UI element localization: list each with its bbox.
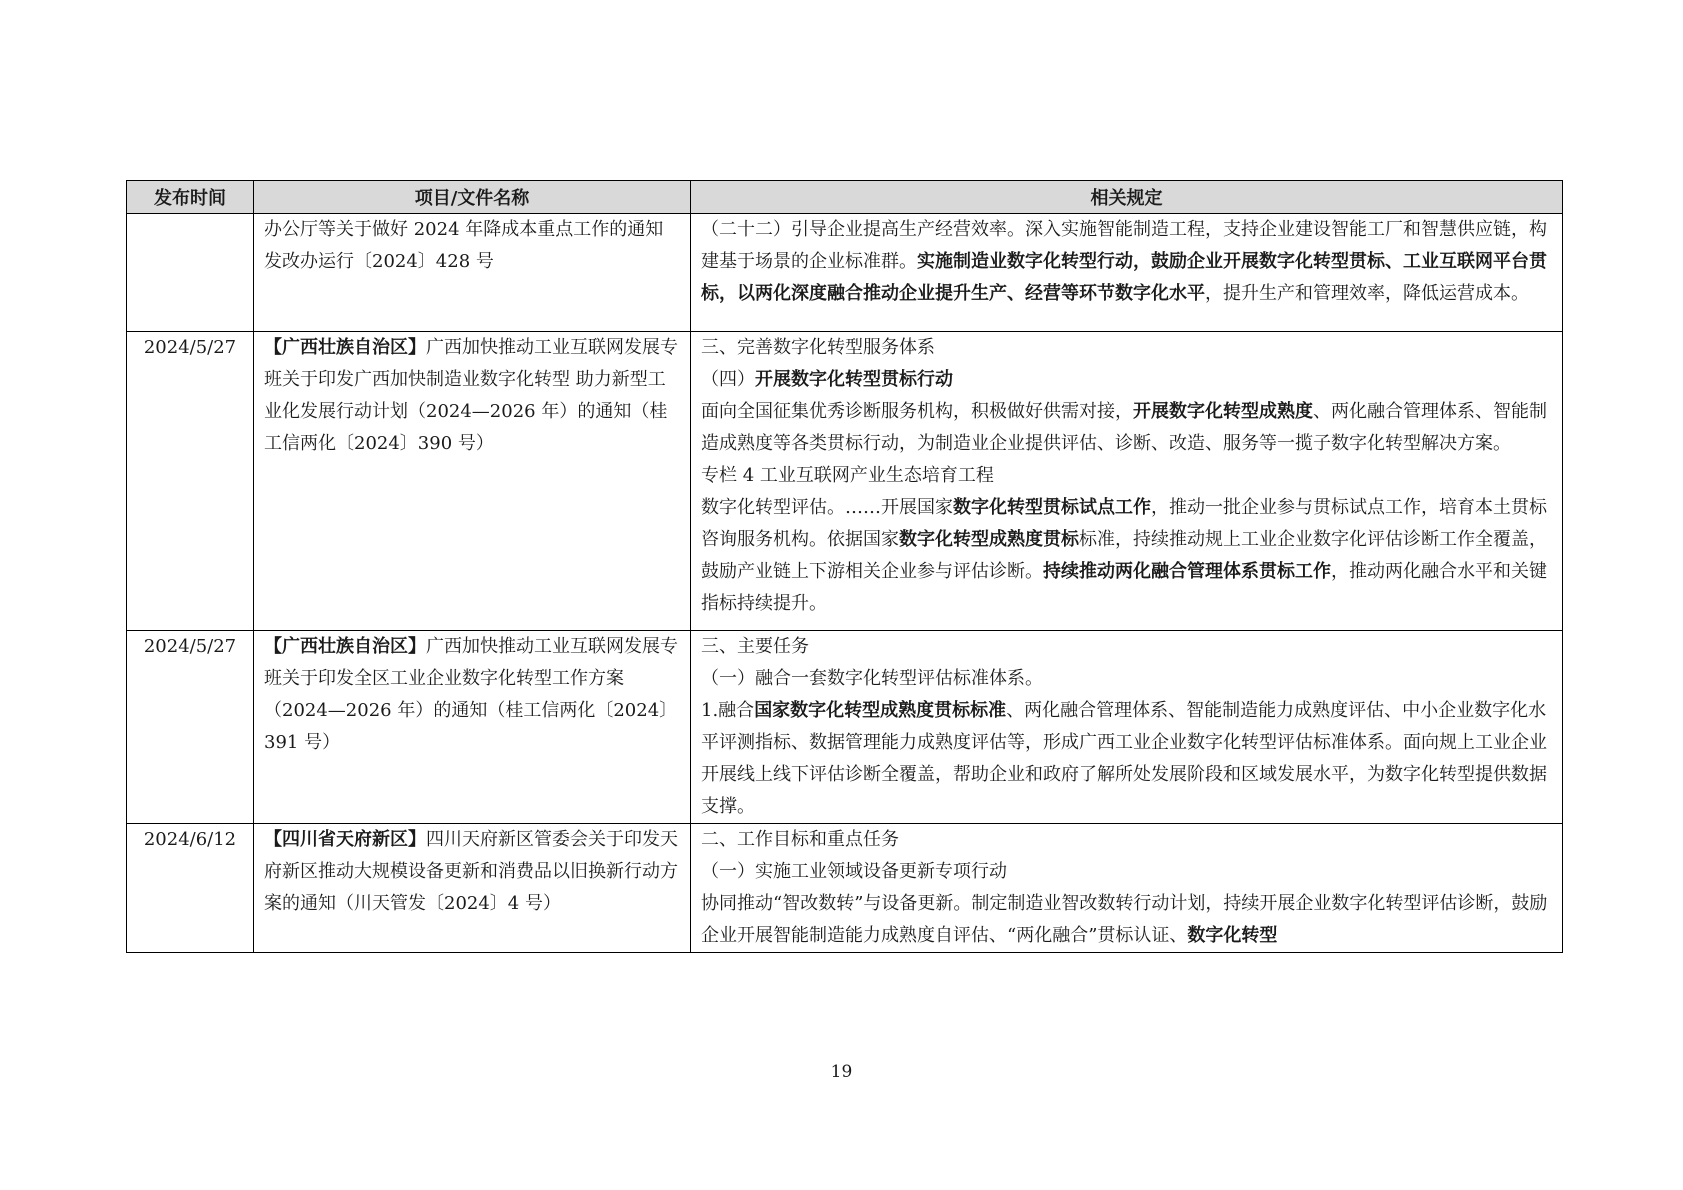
regulation-paragraph: [701, 888, 1552, 952]
regulation-text: ，提升生产和管理效率，降低运营成本。: [1205, 283, 1529, 304]
document-title-text: 广西加快推动工业互联网发展专班关于印发全区工业企业数字化转型工作方案 （2024—2026 年）的通知（桂工信两化〔2024〕391 号）: [264, 636, 678, 753]
regulation-text: 标准，持续推动规上工业企业数字化评估诊断工作全覆盖，鼓励产业链上下游相关企业参与评估诊断。: [701, 529, 1547, 582]
page-number: 19: [830, 1062, 853, 1082]
table-row: [127, 332, 1563, 631]
regulation-paragraph: [701, 631, 1552, 663]
regulation-text: ，推动一批企业参与贯标试点工作，培育本土贯标咨询服务机构。依据国家: [701, 497, 1547, 550]
document-title-text: 广西加快推动工业互联网发展专班关于印发广西加快制造业数字化转型 助力新型工业化发展行动计划（2024—2026 年）的通知（桂工信两化〔2024〕390 号）: [264, 337, 678, 454]
regulation-text: 二、工作目标和重点任务: [701, 829, 899, 850]
document-title-text: 四川天府新区管委会关于印发天府新区推动大规模设备更新和消费品以旧换新行动方案的通知（川天管发〔2024〕4 号）: [264, 829, 678, 914]
highlighted-text: 国家数字化转型成熟度贯标标准: [754, 700, 1007, 721]
date-cell: 2024/5/27: [127, 631, 254, 824]
regulation-paragraph: [701, 663, 1552, 695]
highlighted-text: 实施制造业数字化转型行动，鼓励企业开展数字化转型贯标、工业互联网平台贯标，以两化深度融合推动企业提升生产、经营等环节数字化水平: [701, 251, 1547, 304]
regulation-text: 三、完善数字化转型服务体系: [701, 337, 935, 358]
regulation-text: 1.融合: [701, 700, 755, 721]
date-cell: 2024/5/27: [127, 332, 254, 631]
highlighted-text: 开展数字化转型成熟度: [1133, 401, 1313, 422]
date-cell: [127, 214, 254, 332]
regulation-paragraph: [701, 856, 1552, 888]
regulation-text: 、两化融合管理体系、智能制造成熟度等各类贯标行动，为制造业企业提供评估、诊断、改造、服务等一揽子数字化转型解决方案。: [701, 401, 1547, 454]
region-tag: 【广西壮族自治区】: [264, 636, 426, 657]
regulation-paragraph: [701, 695, 1552, 823]
document-name-cell: [254, 332, 691, 631]
regulation-cell: [691, 214, 1563, 332]
highlighted-text: 持续推动两化融合管理体系贯标工作: [1043, 561, 1331, 582]
regulation-cell: [691, 631, 1563, 824]
regulation-text: （二十二）引导企业提高生产经营效率。深入实施智能制造工程，支持企业建设智能工厂和智慧供应链，构建基于场景的企业标准群。: [701, 219, 1547, 272]
header-rules: 相关规定: [691, 181, 1563, 214]
regulation-paragraph: [701, 460, 1552, 492]
header-row: [127, 181, 1563, 214]
regulation-cell: [691, 824, 1563, 953]
regulation-text: （四）: [701, 369, 755, 390]
highlighted-text: 开展数字化转型贯标行动: [755, 369, 953, 390]
regulation-paragraph: [701, 332, 1552, 364]
table-body: [127, 214, 1563, 953]
regulation-paragraph: [701, 396, 1552, 460]
header-name: 项目/文件名称: [254, 181, 691, 214]
document-title-text: 办公厅等关于做好 2024 年降成本重点工作的通知发改办运行〔2024〕428 号: [264, 219, 664, 272]
regulation-cell: [691, 332, 1563, 631]
regulation-paragraph: [701, 364, 1552, 396]
document-name-cell: [254, 824, 691, 953]
date-cell: 2024/6/12: [127, 824, 254, 953]
regulation-text: 三、主要任务: [701, 636, 809, 657]
regulation-text: 数字化转型评估。……开展国家: [701, 497, 953, 518]
regulation-text: 面向全国征集优秀诊断服务机构，积极做好供需对接，: [701, 401, 1133, 422]
header-date: 发布时间: [127, 181, 254, 214]
region-tag: 【广西壮族自治区】: [264, 337, 426, 358]
highlighted-text: 数字化转型成熟度贯标: [899, 529, 1079, 550]
table-row: [127, 214, 1563, 332]
table-header: [127, 181, 1563, 214]
table-row: [127, 824, 1563, 953]
regulation-text: 专栏 4 工业互联网产业生态培育工程: [701, 465, 994, 486]
regulation-paragraph: [701, 824, 1552, 856]
regulation-paragraph: [701, 214, 1552, 310]
regulation-paragraph: [701, 492, 1552, 620]
regulation-text: 、两化融合管理体系、智能制造能力成熟度评估、中小企业数字化水平评测指标、数据管理能力成熟度评估等，形成广西工业企业数字化转型评估标准体系。面向规上工业企业开展线上线下评估诊断全覆盖，帮助企业和政府了解所处发展阶段和区域发展水平，为数字化转型提供数据支撑。: [701, 700, 1547, 817]
regulation-text: ，推动两化融合水平和关键指标持续提升。: [701, 561, 1547, 614]
regulation-text: （一）融合一套数字化转型评估标准体系。: [701, 668, 1043, 689]
regulation-text: 协同推动“智改数转”与设备更新。制定制造业智改数转行动计划，持续开展企业数字化转型评估诊断，鼓励企业开展智能制造能力成熟度自评估、“两化融合”贯标认证、: [701, 893, 1548, 946]
region-tag: 【四川省天府新区】: [264, 829, 426, 850]
regulation-text: （一）实施工业领域设备更新专项行动: [701, 861, 1007, 882]
document-name-cell: [254, 631, 691, 824]
policy-table: [126, 180, 1563, 953]
highlighted-text: 数字化转型: [1187, 925, 1278, 946]
document-name-cell: [254, 214, 691, 332]
table-row: [127, 631, 1563, 824]
highlighted-text: 数字化转型贯标试点工作: [953, 497, 1151, 518]
